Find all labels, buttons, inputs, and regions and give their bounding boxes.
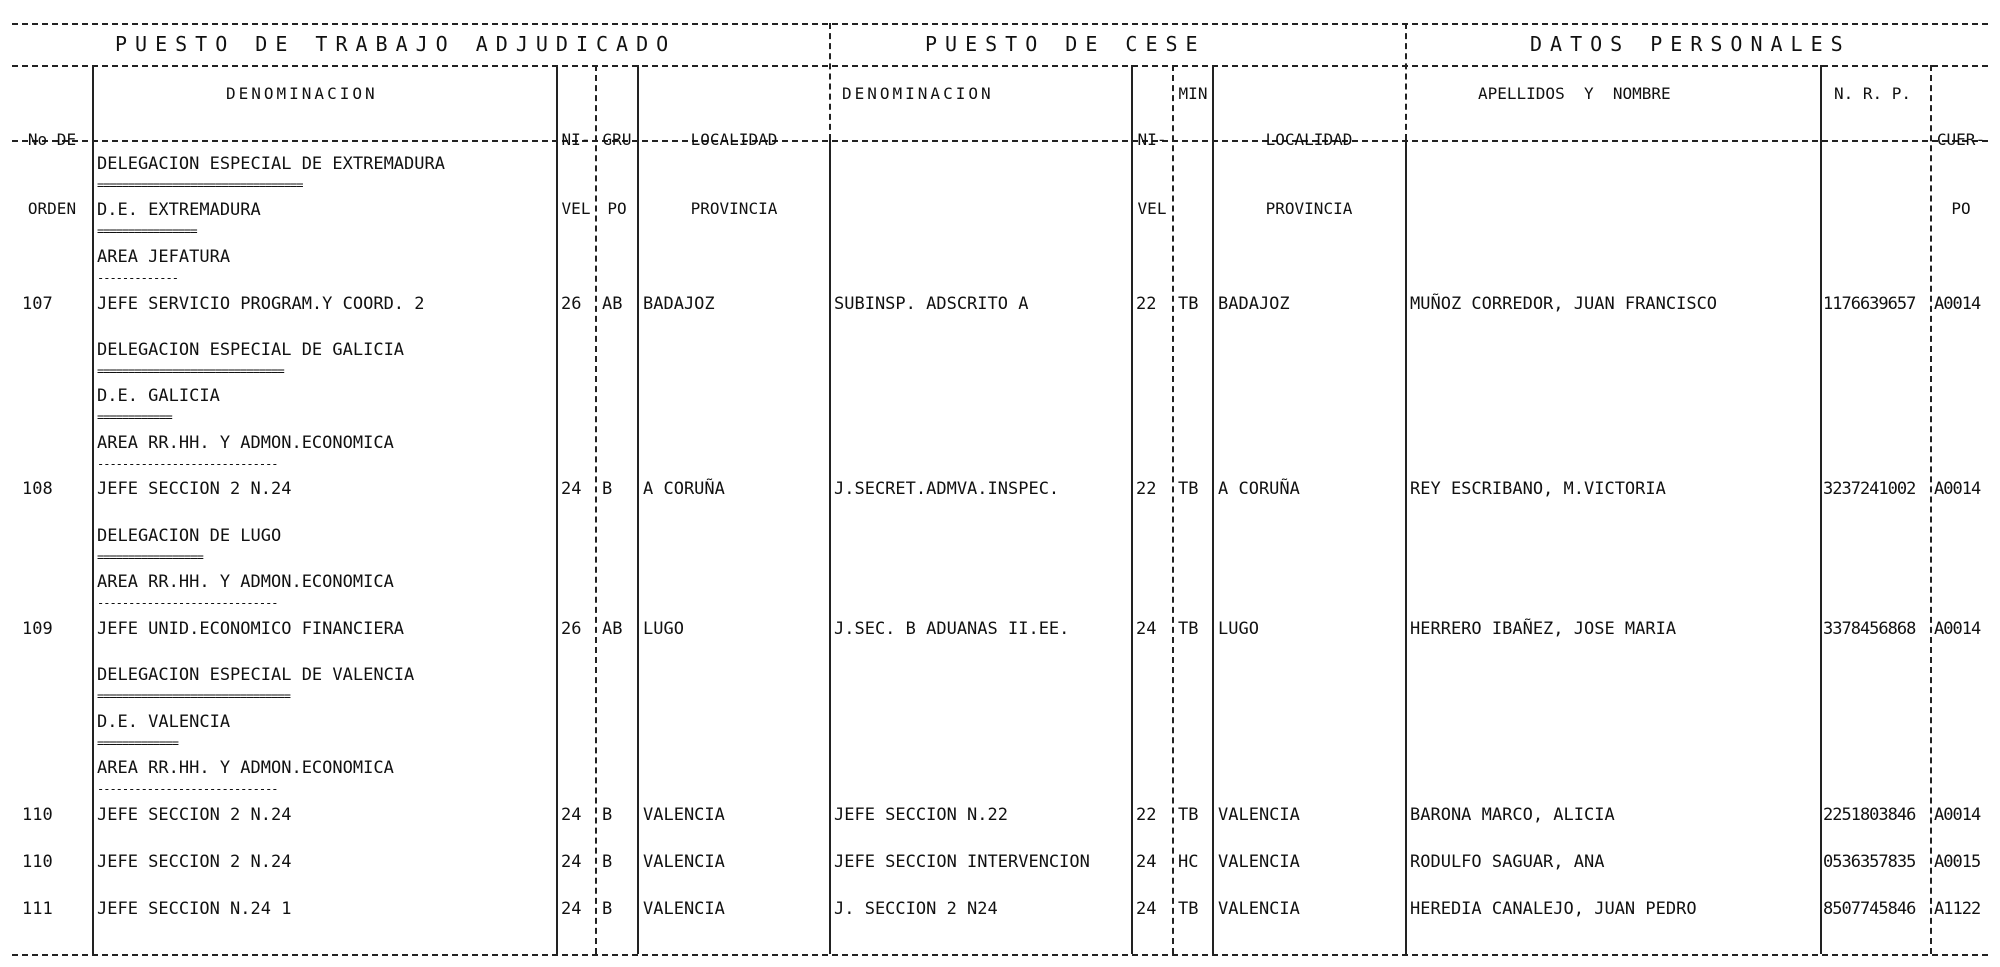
cell-cese-localidad: LUGO: [1218, 619, 1259, 639]
cell-cese-denominacion: J. SECCION 2 N24: [834, 899, 998, 919]
cell-orden: 110: [22, 852, 53, 872]
cell-nivel: 26: [561, 294, 582, 314]
cell-denominacion: JEFE SECCION 2 N.24: [97, 805, 292, 825]
section-underline: -----------------------------: [97, 596, 278, 610]
cell-cese-min: TB: [1178, 805, 1199, 825]
col-line-nombre: [1820, 65, 1822, 954]
cell-denominacion: JEFE SECCION 2 N.24: [97, 852, 292, 872]
cell-nombre: REY ESCRIBANO, M.VICTORIA: [1410, 479, 1666, 499]
cell-denominacion: JEFE SECCION 2 N.24: [97, 479, 292, 499]
cell-grupo: AB: [602, 294, 623, 314]
section-heading: D.E. EXTREMADURA: [97, 200, 261, 220]
cell-orden: 110: [22, 805, 53, 825]
cell-cese-nivel: 24: [1136, 852, 1157, 872]
section-underline: -------------: [97, 271, 178, 285]
col-header-denominacion: DENOMINACION: [226, 84, 378, 103]
cell-nrp: 3378456868: [1823, 619, 1916, 639]
col-header-cuerpo: CUER- PO: [1936, 130, 1986, 218]
col-line-cese-localidad: [1405, 140, 1407, 954]
group-divider-2: [1405, 23, 1407, 140]
cell-cuerpo: A0015: [1934, 852, 1981, 872]
cell-cese-denominacion: J.SEC. B ADUANAS II.EE.: [834, 619, 1070, 639]
group-header-personales: DATOS PERSONALES: [1530, 32, 1851, 56]
section-heading: DELEGACION ESPECIAL DE GALICIA: [97, 340, 405, 360]
col-header-localidad: LOCALIDAD PROVINCIA: [690, 130, 778, 218]
group-header-adjudicado: PUESTO DE TRABAJO ADJUDICADO: [115, 32, 677, 56]
cell-grupo: AB: [602, 619, 623, 639]
cell-cese-denominacion: J.SECRET.ADMVA.INSPEC.: [834, 479, 1060, 499]
section-heading: AREA RR.HH. Y ADMON.ECONOMICA: [97, 572, 394, 592]
cell-nombre: MUÑOZ CORREDOR, JUAN FRANCISCO: [1410, 294, 1718, 314]
col-line-orden: [92, 65, 94, 954]
cell-grupo: B: [602, 852, 613, 872]
section-underline: ==============================: [97, 364, 284, 378]
cell-grupo: B: [602, 479, 613, 499]
cell-cuerpo: A0014: [1934, 619, 1981, 639]
cell-denominacion: JEFE SERVICIO PROGRAM.Y COORD. 2: [97, 294, 425, 314]
cell-grupo: B: [602, 805, 613, 825]
cell-nrp: 3237241002: [1823, 479, 1916, 499]
cell-nombre: HERRERO IBAÑEZ, JOSE MARIA: [1410, 619, 1677, 639]
cell-cese-localidad: A CORUÑA: [1218, 479, 1300, 499]
section-underline: =================================: [97, 178, 303, 192]
cell-grupo: B: [602, 899, 613, 919]
cell-orden: 111: [22, 899, 53, 919]
col-header-grupo: GRU PO: [602, 130, 632, 218]
cell-cuerpo: A0014: [1934, 294, 1981, 314]
cell-cese-denominacion: SUBINSP. ADSCRITO A: [834, 294, 1029, 314]
cell-nombre: HEREDIA CANALEJO, JUAN PEDRO: [1410, 899, 1697, 919]
section-heading: DELEGACION ESPECIAL DE EXTREMADURA: [97, 154, 445, 174]
section-heading: AREA RR.HH. Y ADMON.ECONOMICA: [97, 758, 394, 778]
col-header-cese-denominacion: DENOMINACION: [842, 84, 994, 103]
cell-cese-nivel: 22: [1136, 479, 1157, 499]
cell-nrp: 1176639657: [1823, 294, 1916, 314]
cell-nivel: 24: [561, 852, 582, 872]
section-heading: AREA JEFATURA: [97, 247, 231, 267]
cell-cese-localidad: VALENCIA: [1218, 852, 1300, 872]
cell-denominacion: JEFE UNID.ECONOMICO FINANCIERA: [97, 619, 405, 639]
cell-localidad: VALENCIA: [643, 805, 725, 825]
cell-cese-localidad: VALENCIA: [1218, 805, 1300, 825]
group-divider-1: [829, 23, 831, 140]
cell-localidad: BADAJOZ: [643, 294, 715, 314]
cell-nombre: RODULFO SAGUAR, ANA: [1410, 852, 1605, 872]
col-line-cese-nivel: [1172, 65, 1174, 954]
section-heading: DELEGACION ESPECIAL DE VALENCIA: [97, 665, 415, 685]
cell-denominacion: JEFE SECCION N.24 1: [97, 899, 292, 919]
cell-cese-min: HC: [1178, 852, 1199, 872]
cell-cese-nivel: 22: [1136, 294, 1157, 314]
section-heading: DELEGACION DE LUGO: [97, 526, 282, 546]
section-heading: AREA RR.HH. Y ADMON.ECONOMICA: [97, 433, 394, 453]
cell-cese-min: TB: [1178, 619, 1199, 639]
section-underline: ================: [97, 224, 197, 238]
section-underline: =================: [97, 550, 203, 564]
section-heading: D.E. VALENCIA: [97, 712, 231, 732]
col-header-min: MIN: [1178, 84, 1208, 103]
cell-cese-min: TB: [1178, 479, 1199, 499]
cell-localidad: LUGO: [643, 619, 684, 639]
cell-cese-nivel: 24: [1136, 899, 1157, 919]
cell-localidad: VALENCIA: [643, 899, 725, 919]
cell-nrp: 2251803846: [1823, 805, 1916, 825]
cell-nivel: 24: [561, 805, 582, 825]
group-header-cese: PUESTO DE CESE: [925, 32, 1206, 56]
cell-nrp: 0536357835: [1823, 852, 1916, 872]
cell-cese-min: TB: [1178, 899, 1199, 919]
cell-cese-nivel: 24: [1136, 619, 1157, 639]
section-underline: =============: [97, 736, 178, 750]
cell-cese-denominacion: JEFE SECCION INTERVENCION: [834, 852, 1090, 872]
section-underline: -----------------------------: [97, 782, 278, 796]
cell-nivel: 24: [561, 479, 582, 499]
col-header-nivel: NI- VEL: [561, 130, 591, 218]
cell-cuerpo: A0014: [1934, 805, 1981, 825]
cell-orden: 107: [22, 294, 53, 314]
cell-nivel: 26: [561, 619, 582, 639]
cell-localidad: VALENCIA: [643, 852, 725, 872]
cell-localidad: A CORUÑA: [643, 479, 725, 499]
bottom-rule: [12, 954, 1988, 956]
section-underline: ===============================: [97, 689, 290, 703]
cell-cese-min: TB: [1178, 294, 1199, 314]
col-header-no-orden: No DE ORDEN: [27, 130, 77, 218]
cell-cese-localidad: BADAJOZ: [1218, 294, 1290, 314]
cell-cuerpo: A1122: [1934, 899, 1981, 919]
section-underline: ============: [97, 410, 172, 424]
col-header-nrp: N. R. P.: [1834, 84, 1912, 103]
cell-cese-localidad: VALENCIA: [1218, 899, 1300, 919]
cell-nombre: BARONA MARCO, ALICIA: [1410, 805, 1615, 825]
cell-cese-nivel: 22: [1136, 805, 1157, 825]
group-header-rule: [12, 65, 1988, 67]
col-header-cese-nivel: NI- VEL: [1137, 130, 1167, 218]
col-header-cese-localidad: LOCALIDAD PROVINCIA: [1265, 130, 1353, 218]
cell-cese-denominacion: JEFE SECCION N.22: [834, 805, 1008, 825]
section-underline: -----------------------------: [97, 457, 278, 471]
cell-orden: 108: [22, 479, 53, 499]
cell-nrp: 8507745846: [1823, 899, 1916, 919]
column-header-rule: [12, 140, 1988, 142]
cell-cuerpo: A0014: [1934, 479, 1981, 499]
section-heading: D.E. GALICIA: [97, 386, 220, 406]
cell-orden: 109: [22, 619, 53, 639]
col-header-apellidos: APELLIDOS Y NOMBRE: [1478, 84, 1671, 103]
col-line-localidad: [829, 140, 831, 954]
top-rule: [12, 23, 1988, 25]
cell-nivel: 24: [561, 899, 582, 919]
